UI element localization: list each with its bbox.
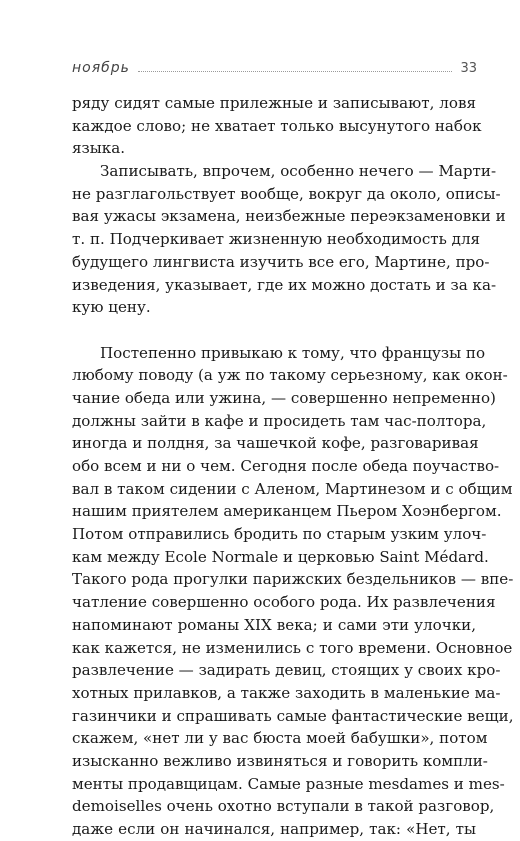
text-line: газинчики и спрашивать самые фантастические вещи,: [72, 706, 514, 725]
text-line: demoiselles очень охотно вступали в такой разговор,: [72, 797, 495, 816]
text-line: каждое слово; не хватает только высунутого набок: [72, 116, 482, 135]
text-line: не разглагольствует вообще, вокруг да около, описы-: [72, 184, 501, 203]
text-line: хотных прилавков, а также заходить в маленькие ма-: [72, 683, 501, 702]
text-line: обо всем и ни о чем. Сегодня после обеда поучаство-: [72, 457, 500, 475]
text-line: языка.: [72, 139, 125, 158]
paragraph: [72, 160, 506, 319]
text-line: нашим приятелем американцем Пьером Хоэнбергом.: [72, 502, 502, 521]
text-line: чатление совершенно особого рода. Их развлечения: [72, 593, 496, 612]
text-line: Потом отправились бродить по старым узким улоч-: [72, 525, 487, 544]
text-line: ряду сидят самые прилежные и записывают, ловя: [72, 94, 476, 112]
page-number: 33: [460, 61, 477, 76]
page-header: [72, 60, 477, 82]
text-line: даже если он начинался, например, так: «Нет, ты: [72, 820, 476, 838]
text-line: как кажется, не изменились с того времени. Основное: [72, 638, 513, 657]
text-line: развлечение — задирать девиц, стоящих у своих кро-: [72, 661, 501, 680]
text-line: любому поводу (а уж по такому серьезному, как окон-: [72, 366, 508, 385]
text-line: должны зайти в кафе и просидеть там час-полтора,: [72, 411, 487, 430]
body-text: [72, 92, 514, 841]
text-line: менты продавщицам. Самые разные mesdames и mes-: [72, 774, 505, 793]
text-line: иногда и полдня, за чашечкой кофе, разговаривая: [72, 434, 479, 453]
text-line: чание обеда или ужина, — совершенно непременно): [72, 388, 496, 407]
text-line: вал в таком сидении с Аленом, Мартинезом и с общим: [72, 479, 513, 498]
text-line: Постепенно привыкаю к тому, что французы по: [100, 343, 486, 362]
text-line: кую цену.: [72, 298, 151, 317]
running-head: ноябрь: [72, 60, 130, 76]
text-line: т. п. Подчеркивает жизненную необходимость для: [72, 230, 481, 249]
text-line: изысканно вежливо извиняться и говорить компли-: [72, 751, 488, 770]
paragraph: [72, 92, 482, 160]
text-line: изведения, указывает, где их можно достать и за ка-: [72, 275, 497, 294]
text-line: Такого рода прогулки парижских бездельников — впе-: [72, 570, 514, 589]
text-line: вая ужасы экзамена, неизбежные переэкзаменовки и: [72, 207, 506, 226]
paragraph: [72, 342, 514, 841]
text-line: кам между Ecole Normale и церковью Saint Médard.: [72, 547, 489, 566]
text-line: Записывать, впрочем, особенно нечего — Марти-: [100, 162, 497, 181]
text-line: будущего лингвиста изучить все его, Мартине, про-: [72, 252, 490, 271]
text-line: скажем, «нет ли у вас бюста моей бабушки», потом: [72, 729, 488, 748]
text-line: напоминают романы XIX века; и сами эти улочки,: [72, 615, 476, 634]
section-break: [72, 319, 476, 342]
dotted-leader: [138, 61, 453, 72]
